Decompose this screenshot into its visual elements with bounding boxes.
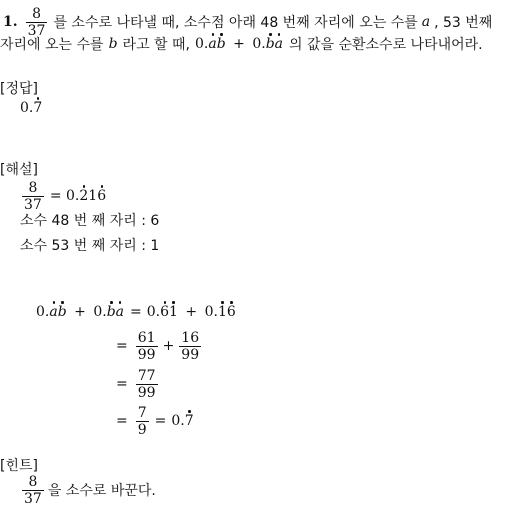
calc-lhs-a-2: a: [115, 304, 125, 320]
calc-eq-2: =: [116, 338, 128, 354]
expression-plus: +: [233, 36, 245, 52]
calc-rhs1-d2: 1: [169, 304, 178, 320]
expression-b-2: b: [265, 36, 275, 52]
calc-line-1: [36, 304, 236, 320]
calc-rhs1-d1: 6: [160, 304, 170, 320]
expression-a-2: a: [274, 36, 284, 52]
calc-final-digit: 7: [184, 413, 194, 429]
answer-digit: 7: [33, 100, 43, 116]
calc-line-4: [116, 401, 194, 441]
calc-lhs-a: a: [49, 304, 58, 320]
solution-fraction: [22, 180, 44, 213]
solution-line-53: 소수 53 번 째 자리 : 1: [20, 238, 160, 254]
calc-fraction-61-99: $\frac{61}{99}$: [137, 329, 156, 363]
expression-lead-2: 0.: [252, 36, 266, 52]
fraction-denominator: 37: [24, 196, 42, 213]
fraction-numerator: 8: [28, 473, 38, 490]
calc-fraction-7-9: $\frac{7}{9}$: [137, 404, 147, 438]
calc-eq-5: =: [154, 413, 167, 429]
repeat-mid-digit: 1: [88, 188, 98, 204]
calc-eq-4: =: [116, 413, 128, 429]
calc-lhs: 0.ab + 0.ba: [36, 304, 125, 320]
decimal-eq: = 0.: [49, 188, 80, 204]
problem-text-4: 라고 할 때,: [122, 37, 190, 53]
repeat-first-digit: 2: [79, 188, 89, 204]
calc-eq-3: =: [116, 376, 128, 392]
problem-text-3: 자리에 오는 수를: [0, 37, 104, 53]
problem-expression: [195, 36, 283, 52]
hint-fraction: [22, 474, 44, 507]
calc-lhs-b: b: [57, 304, 67, 320]
calc-lhs-plus: +: [74, 304, 86, 320]
solution-line-48: 소수 48 번 째 자리 : 6: [20, 213, 160, 229]
calc-rhs2-d1: 1: [217, 304, 227, 320]
problem-line-2: [0, 34, 483, 54]
fraction-denominator: 37: [27, 22, 46, 39]
calc-rhs-plus: +: [185, 304, 198, 320]
fraction-numerator: 8: [32, 5, 41, 22]
calc-plus-2: +: [162, 338, 175, 354]
repeat-last-digit: 6: [97, 188, 107, 204]
expression-b: b: [216, 36, 226, 52]
solution-label: [해설]: [0, 162, 38, 178]
answer-value: [20, 100, 42, 116]
expression-a: a: [208, 36, 217, 52]
calc-final: 0.7: [171, 413, 194, 429]
hint-label: [힌트]: [0, 458, 38, 474]
expression-lead: 0.: [195, 36, 209, 52]
calc-eq-1: =: [130, 304, 142, 320]
calc-fraction-77-99: $\frac{77}{99}$: [137, 367, 156, 401]
calc-line-2: [116, 326, 203, 366]
problem-text-2: , 53 번째: [434, 15, 493, 31]
problem-text-1: 를 소수로 나타낼 때, 소수점 아래 48 번째 자리에 오는 수를: [53, 15, 418, 31]
hint-line: [20, 473, 156, 507]
answer-lead: 0.: [20, 100, 34, 116]
answer-label: [정답]: [0, 81, 38, 97]
calc-lhs-b-2: b: [106, 304, 116, 320]
problem-text-5: 의 값을 순환소수로 나타내어라.: [289, 37, 483, 53]
fraction-denominator: 37: [24, 490, 42, 507]
solution-decimal-line: [20, 178, 106, 214]
hint-text: 을 소수로 바꾼다.: [47, 483, 156, 499]
calc-fraction-16-99: $\frac{16}{99}$: [181, 329, 200, 363]
calc-line-3: [116, 364, 160, 404]
fraction-numerator: 8: [28, 179, 38, 196]
problem-number: 1.: [3, 14, 18, 30]
variable-b: b: [108, 36, 118, 52]
variable-a: a: [421, 14, 431, 30]
solution-decimal: [50, 188, 106, 204]
calc-rhs2-d2: 6: [226, 304, 236, 320]
calc-rhs-1: 0.61 + 0.16: [146, 304, 236, 320]
